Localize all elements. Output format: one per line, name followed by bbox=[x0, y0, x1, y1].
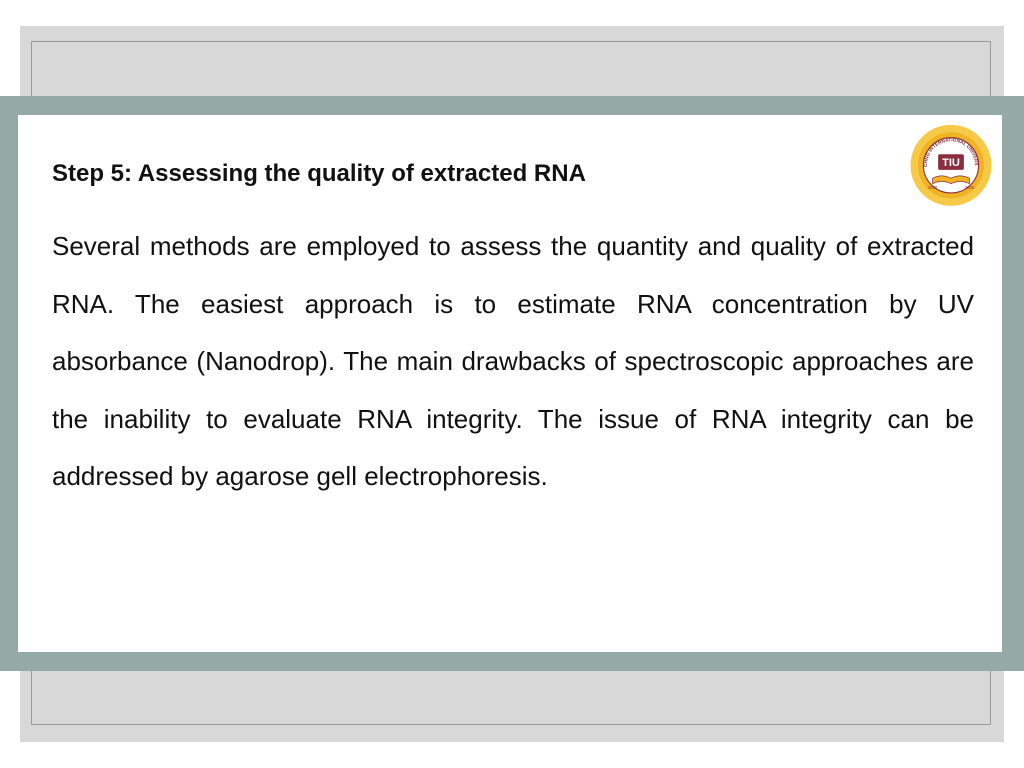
slide-title: Step 5: Assessing the quality of extracted RNA bbox=[52, 160, 586, 187]
logo-arc-text: CHNO INTERNATIONAL UNIVERS bbox=[924, 138, 978, 167]
university-logo-icon bbox=[905, 123, 997, 215]
content-card bbox=[18, 115, 1002, 652]
slide-body-text: Several methods are employed to assess the quantity and quality of extracted RNA. The easiest approach is to estimate RNA concentration by UV absorbance (Nanodrop). The main drawbacks of spectroscopic approaches are the inability to evaluate RNA integrity. The issue of RNA integrity can be addressed by agarose gell electrophoresis. bbox=[52, 231, 974, 491]
logo-initials: TIU bbox=[942, 157, 960, 170]
logo-year-left: 2006 bbox=[928, 185, 938, 191]
logo-year-right: 2008 bbox=[964, 185, 974, 191]
